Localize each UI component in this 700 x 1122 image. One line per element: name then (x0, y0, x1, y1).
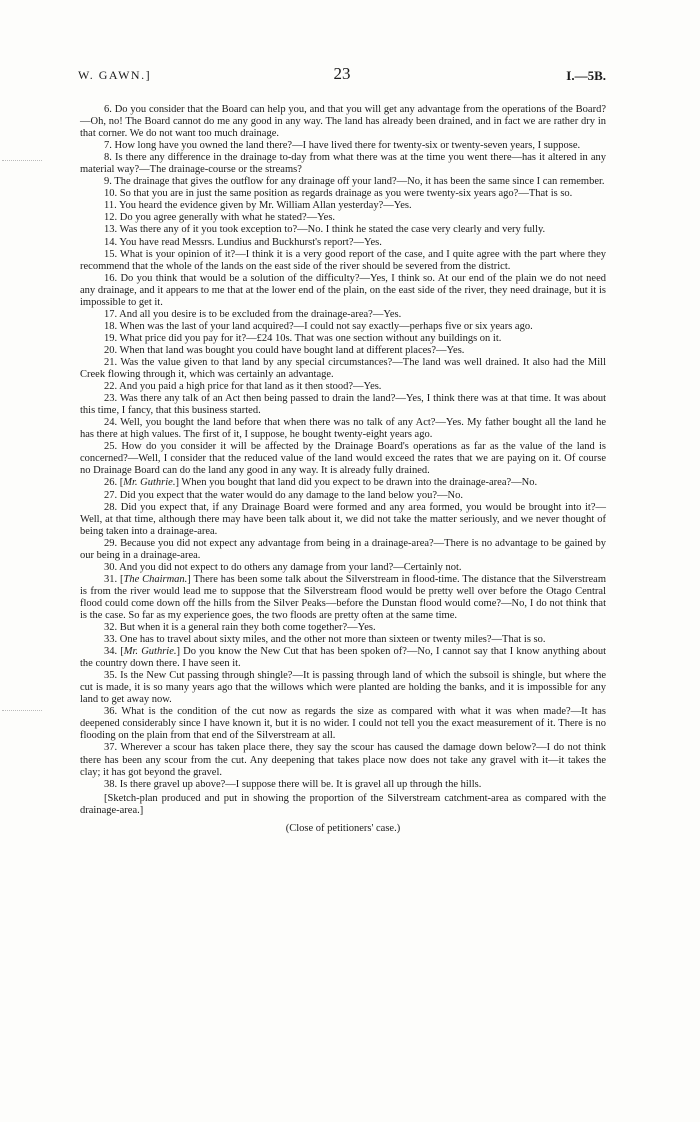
speaker-name: The Chairman. (123, 573, 188, 585)
question-paragraph: 37. Wherever a scour has taken place there, they say the scour has caused the damage down below?—I do not think there has been any scour from the cut. Any deepening that takes place now does not take any gravel with it—it takes the clay; it has got beyond the gravel. (80, 742, 606, 778)
question-paragraph: 27. Did you expect that the water would do any damage to the land below you?—No. (104, 489, 463, 501)
witness-name: W. GAWN.] (78, 68, 152, 82)
question-paragraph: 11. You heard the evidence given by Mr. William Allan yesterday?—Yes. (104, 200, 412, 212)
question-paragraph: 26. [Mr. Guthrie.] When you bought that land did you expect to be drawn into the drainage-area?—No. (104, 477, 538, 489)
question-paragraph: 35. Is the New Cut passing through shingle?—It is passing through land of which the subsoil is shingle, but where the cut is made, it is so many years ago that the willows which were planted are holding the banks, and it is impossible for any land to get away now. (80, 670, 606, 706)
margin-mark (2, 160, 42, 162)
margin-mark (2, 710, 42, 712)
question-text: ] Do you know the New Cut that has been spoken of?—No, I cannot say that I know anything about the country down there. I have seen it. (80, 646, 606, 670)
speaker-name: Mr. Guthrie. (123, 646, 177, 658)
question-paragraph: 30. And you did not expect to do others any damage from your land?—Certainly not. (104, 561, 462, 573)
question-paragraph: 28. Did you expect that, if any Drainage Board were formed and any area formed, you would be brought into it?—Well, at that time, although there may have been talk about it, we did not take the matter seriously, and we never thought of being taken into a drainage-area. (80, 501, 606, 537)
question-paragraph: 23. Was there any talk of an Act then being passed to drain the land?—Yes, I think there was at that time. It was about this time, I fancy, that this business started. (80, 393, 606, 417)
question-paragraph: 36. What is the condition of the cut now as regards the size as compared with what it was when made?—It has deepened considerably since I have known it, but it is no wider. I could not tell you the exact measurement of it. There is no flooding on the plain from that end of the Silverstream at all. (80, 706, 606, 742)
question-paragraph: 19. What price did you pay for it?—£24 10s. That was one section without any buildings on it. (104, 332, 502, 344)
question-text: ] When you bought that land did you expect to be drawn into the drainage-area?—No. (175, 477, 538, 489)
question-paragraph: 21. Was the value given to that land by any special circumstances?—The land was well drained. It also had the Mill Creek flowing through it, which was certainly an advantage. (80, 356, 606, 381)
question-paragraph: 20. When that land was bought you could have bought land at different places?—Yes. (104, 344, 465, 356)
page-header (78, 64, 606, 84)
question-paragraph: 12. Do you agree generally with what he stated?—Yes. (104, 212, 336, 224)
question-paragraph: 18. When was the last of your land acquired?—I could not say exactly—perhaps five or six years ago. (104, 320, 533, 332)
question-paragraph: 34. [Mr. Guthrie.] Do you know the New Cut that has been spoken of?—No, I cannot say that I know anything about the country down there. I have seen it. (80, 646, 606, 670)
question-paragraph: 22. And you paid a high price for that land as it then stood?—Yes. (104, 381, 382, 393)
document-reference: I.—5B. (566, 68, 606, 83)
question-paragraph: 33. One has to travel about sixty miles, and the other not more than sixteen or twenty miles?—That is so. (104, 634, 546, 646)
question-paragraph: 32. But when it is a general rain they both come together?—Yes. (104, 622, 376, 634)
question-paragraph: 31. [The Chairman.] There has been some talk about the Silverstream in flood-time. The distance that the Silverstream is from the river would lead me to suppose that the Silverstream flood would be pretty well over before the Otago Central flood could come down off the hills from the Silver Peaks—before the Dunstan flood would come?—No, I do not think that is the case. So far as my experience goes, the two floods are pretty often at the same time. (80, 573, 607, 621)
question-paragraph: 25. How do you consider it will be affected by the Drainage Board's operations as far as the value of the land is concerned?—Well, I consider that the reduced value of the land would exceed the rates that we are paying on it. Of course no Drainage Board can do the land any good in any way. It is already fully drained. (80, 441, 606, 477)
question-paragraph: 9. The drainage that gives the outflow for any drainage off your land?—No, it has been the same since I can remember. (104, 176, 605, 188)
question-number: 34. (104, 646, 121, 658)
closing-note: (Close of petitioners' case.) (285, 822, 401, 834)
question-paragraph: 8. Is there any difference in the drainage to-day from what there was at the time you went there—has it altered in any material way?—The drainage-course or the streams? (80, 152, 606, 176)
question-text: ] There has been some talk about the Silverstream in flood-time. The distance that the Silverstream is from the river would lead me to suppose that the Silverstream flood would be pretty well over before the Otago Central flood could come down off the hills from the Silver Peaks—before the Dunstan flood would come?—No, I do not think that is the case. So far as my experience goes, the two floods are pretty often at the same time. (80, 573, 607, 621)
question-paragraph: 24. Well, you bought the land before that when there was no talk of any Act?—Yes. My father bought all the land he has there at high values. The first of it, I suppose, he bought twenty-eight years ago. (80, 417, 606, 441)
sketch-plan-note: [Sketch-plan produced and put in showing the proportion of the Silverstream catchment-area as compared with the drainage-area.] (80, 792, 606, 816)
question-paragraph: 6. Do you consider that the Board can help you, and that you will get any advantage from the operations of the Board?—Oh, no! The Board cannot do me any good in any way. The land has already been drained, and in fact we are rather dry in that corner. We do not want too much drainage. (80, 104, 606, 140)
question-number: 31. (104, 573, 120, 585)
speaker-name: Mr. Guthrie. (123, 477, 176, 489)
question-paragraph: 14. You have read Messrs. Lundius and Buckhurst's report?—Yes. (104, 236, 382, 248)
question-number: 26. (104, 477, 120, 489)
question-paragraph: 15. What is your opinion of it?—I think it is a very good report of the case, and I quite agree with the part where they recommend that the whole of the lands on the east side of the river should be severed from the district. (80, 248, 606, 272)
question-paragraph: 7. How long have you owned the land there?—I have lived there for twenty-six or twenty-seven years, I suppose. (104, 140, 581, 152)
question-paragraph: 10. So that you are in just the same position as regards drainage as you were twenty-six years ago?—That is so. (104, 188, 573, 200)
question-paragraph: 38. Is there gravel up above?—I suppose there will be. It is gravel all up through the hills. (104, 778, 482, 790)
page-number: 23 (333, 64, 351, 83)
question-paragraph: 29. Because you did not expect any advantage from being in a drainage-area?—There is no advantage to be gained by our being in a drainage-area. (80, 537, 606, 561)
question-paragraph: 16. Do you think that would be a solution of the difficulty?—Yes, I think so. At our end of the plain we do not need any drainage, and it appears to me that at the lower end of the plain, on the east side of the river, they need drainage, but it is impossible to get it. (80, 272, 606, 308)
testimony-body (80, 104, 606, 835)
question-paragraph: 17. And all you desire is to be excluded from the drainage-area?—Yes. (104, 308, 402, 320)
question-paragraph: 13. Was there any of it you took exception to?—No. I think he stated the case very clearly and very fully. (104, 224, 546, 236)
